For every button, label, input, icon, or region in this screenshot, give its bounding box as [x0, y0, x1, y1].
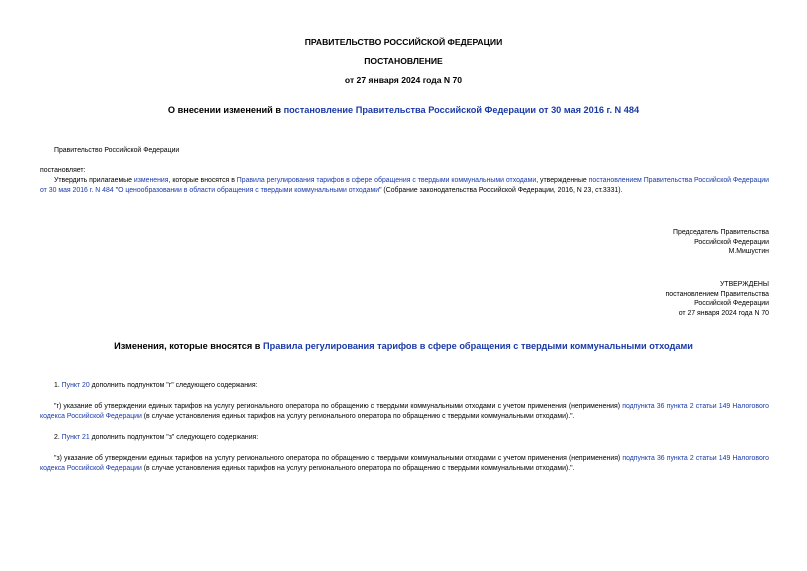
- item-2-quote: [40, 454, 769, 473]
- approved-block: [666, 280, 770, 318]
- approved-heading: УТВЕРЖДЕНЫ: [720, 281, 769, 288]
- government-heading: ПРАВИТЕЛЬСТВО РОССИЙСКОЙ ФЕДЕРАЦИИ: [304, 37, 503, 47]
- item-1-quote-text-2: (в случае установления единых тарифов на услугу регионального оператора по обращению с твердыми коммунальными отходами).".: [141, 412, 575, 420]
- signature-title: Председатель Правительства: [673, 229, 769, 236]
- changes-link[interactable]: изменения: [133, 177, 169, 184]
- item-2-number: 2.: [54, 434, 62, 441]
- approve-text-3: , утвержденные: [536, 177, 589, 184]
- item-1-text: дополнить подпунктом "г" следующего содержания:: [89, 382, 258, 389]
- changes-title: [0, 341, 807, 351]
- document-date-number: от 27 января 2024 года N 70: [344, 75, 463, 85]
- resolution-link[interactable]: постановлением Правительства Российской Федерации от 30 мая 2016 г. N 484: [40, 177, 769, 194]
- approve-paragraph: [40, 176, 769, 195]
- title-link[interactable]: постановление Правительства Российской Федерации от 30 мая 2016 г. N 484: [283, 105, 640, 115]
- document-type: ПОСТАНОВЛЕНИЕ: [364, 56, 443, 66]
- item-1-quote-text-1: "г) указание об утверждении единых тарифов на услугу регионального оператора по обращению с твердыми коммунальными отходами с учетом применения (неприменения): [54, 403, 623, 410]
- changes-title-prefix: Изменения, которые вносятся в: [114, 341, 263, 351]
- item-2-text: дополнить подпунктом "з" следующего содержания:: [89, 434, 259, 441]
- title-prefix: О внесении изменений в: [167, 105, 284, 115]
- item-2-tax-code-link[interactable]: подпункта 36 пункта 2 статьи 149 Налогового кодекса Российской Федерации: [40, 455, 769, 472]
- preamble-government: Правительство Российской Федерации: [54, 147, 180, 154]
- signature-block: [673, 228, 769, 257]
- item-2-quote-text-1: "з) указание об утверждении единых тарифов на услугу регионального оператора по обращению с твердыми коммунальными отходами с учетом применения (неприменения): [54, 455, 623, 462]
- pricing-link[interactable]: О ценообразовании в области обращения с твердыми коммунальными отходами: [118, 186, 380, 194]
- signature-org: Российской Федерации: [694, 238, 769, 246]
- approved-org: Российской Федерации: [694, 300, 769, 308]
- approved-by: постановлением Правительства: [665, 290, 769, 298]
- rules-link[interactable]: Правила регулирования тарифов в сфере обращения с твердыми коммунальными отходами: [236, 177, 537, 184]
- item-1-tax-code-link[interactable]: подпункта 36 пункта 2 статьи 149 Налогового кодекса Российской Федерации: [40, 403, 769, 420]
- item-1-quote: [40, 402, 769, 421]
- approve-text-2: , которые вносятся в: [168, 177, 237, 184]
- signature-name: М.Мишустин: [728, 248, 769, 256]
- item-2-link[interactable]: Пункт 21: [61, 434, 90, 441]
- preamble-decides: постановляет:: [40, 167, 86, 174]
- item-1-link[interactable]: Пункт 20: [61, 382, 90, 389]
- item-1-number: 1.: [54, 382, 62, 389]
- item-2-quote-text-2: (в случае установления единых тарифов на услугу регионального оператора по обращению с твердыми коммунальными отходами).".: [141, 464, 575, 472]
- item-2-heading: [54, 433, 258, 443]
- changes-title-link[interactable]: Правила регулирования тарифов в сфере обращения с твердыми коммунальными отходами: [263, 341, 693, 351]
- item-1-heading: [54, 381, 258, 391]
- approve-text-4: ": [113, 186, 119, 194]
- approve-text-1: Утвердить прилагаемые: [54, 177, 134, 184]
- document-title: [0, 105, 807, 115]
- approved-date: от 27 января 2024 года N 70: [678, 309, 769, 317]
- approve-text-5: " (Собрание законодательства Российской Федерации, 2016, N 23, ст.3331).: [379, 186, 623, 194]
